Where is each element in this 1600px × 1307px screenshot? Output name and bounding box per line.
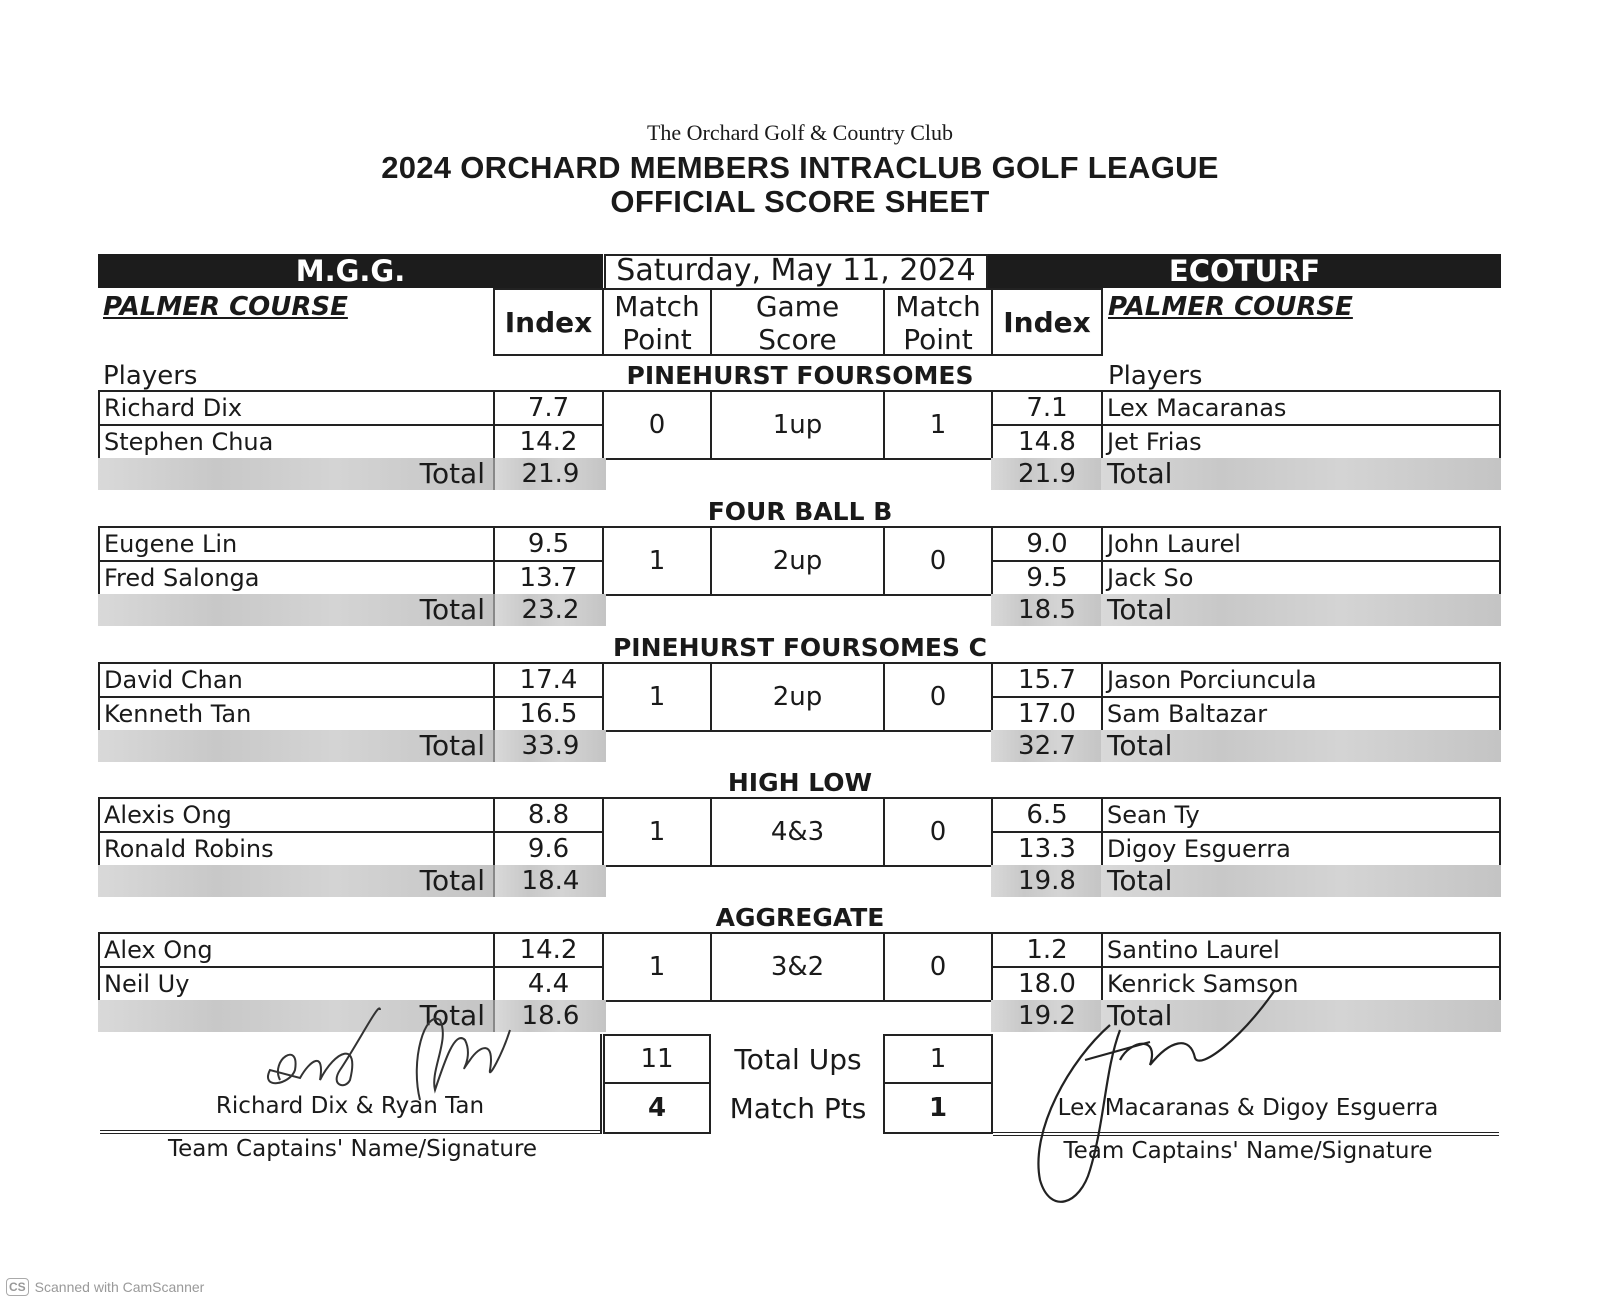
player-index-left: 13.7 [493,560,604,596]
match-point-right: 0 [883,932,993,1002]
total-index-left: 21.9 [493,458,606,490]
match-title: HIGH LOW [727,768,873,797]
match-date: Saturday, May 11, 2024 [604,254,988,290]
player-index-right: 9.0 [991,526,1103,562]
total-index-right: 18.5 [991,594,1103,626]
match-point-header-left [602,288,712,356]
player-name-right: Sam Baltazar [1101,696,1501,732]
game-score: 2up [710,526,885,596]
player-index-left: 9.6 [493,831,604,867]
camscanner-watermark [6,1278,204,1296]
match-title: AGGREGATE [715,903,885,932]
match-point-right: 1 [883,390,993,460]
game-score-header-line1: Game [755,290,840,323]
player-index-left: 9.5 [493,526,604,562]
camscanner-text: Scanned with CamScanner [34,1279,205,1295]
match-point-left: 1 [602,526,712,596]
game-score-header-line2: Score [758,323,837,356]
player-index-left: 7.7 [493,390,604,426]
total-label-left: Total [98,458,493,490]
team-right-bar: ECOTURF [988,254,1501,288]
match-point-left: 1 [602,797,712,867]
team-left-bar: M.G.G. [98,254,603,288]
total-ups-label: Total Ups [734,1042,862,1076]
player-name-right: Santino Laurel [1101,932,1501,968]
total-ups-left: 11 [603,1034,711,1084]
total-label-left: Total [98,1000,493,1032]
match-point-header-left-line2: Point [622,323,692,356]
match-point-left: 0 [602,390,712,460]
player-name-right: Kenrick Samson [1101,966,1501,1002]
player-index-right: 6.5 [991,797,1103,833]
player-index-right: 15.7 [991,662,1103,698]
index-header-left: Index [493,288,604,356]
match-pts-right: 1 [883,1082,993,1134]
player-index-right: 13.3 [991,831,1103,867]
player-name-left: Stephen Chua [98,424,495,460]
game-score-header [710,288,885,356]
total-index-right: 19.8 [991,865,1103,897]
signature-right [1010,980,1310,1220]
captain-left-caption: Team Captains' Name/Signature [167,1136,538,1162]
match-point-header-right-line2: Point [903,323,973,356]
total-index-left: 23.2 [493,594,606,626]
match-title: PINEHURST FOURSOMES C [612,633,987,662]
player-name-right: Jet Frias [1101,424,1501,460]
total-label-left: Total [98,594,493,626]
match-point-right: 0 [883,797,993,867]
course-left: PALMER COURSE [103,292,348,322]
player-name-right: Sean Ty [1101,797,1501,833]
player-name-right: Jason Porciuncula [1101,662,1501,698]
player-index-right: 14.8 [991,424,1103,460]
match-point-left: 1 [602,662,712,732]
match-pts-label: Match Pts [729,1091,867,1125]
player-name-left: Ronald Robins [98,831,495,867]
total-index-left: 33.9 [493,730,606,762]
game-score: 4&3 [710,797,885,867]
player-name-left: Alex Ong [98,932,495,968]
players-label-right: Players [1108,361,1203,391]
player-index-right: 9.5 [991,560,1103,596]
player-name-right: Digoy Esguerra [1101,831,1501,867]
player-index-left: 14.2 [493,932,604,968]
player-name-right: John Laurel [1101,526,1501,562]
player-index-left: 14.2 [493,424,604,460]
league-title: 2024 ORCHARD MEMBERS INTRACLUB GOLF LEAGUE [381,150,1219,185]
match-point-right: 0 [883,662,993,732]
player-name-right: Lex Macaranas [1101,390,1501,426]
total-index-right: 19.2 [991,1000,1103,1032]
player-index-left: 17.4 [493,662,604,698]
total-label-right: Total [1101,458,1501,490]
player-index-right: 17.0 [991,696,1103,732]
match-title: FOUR BALL B [707,497,893,526]
match-pts-left: 4 [603,1082,711,1134]
game-score: 3&2 [710,932,885,1002]
player-name-left: Richard Dix [98,390,495,426]
match-point-right: 0 [883,526,993,596]
total-label-right: Total [1101,594,1501,626]
match-point-header-right [883,288,993,356]
total-label-right: Total [1101,865,1501,897]
players-label-left: Players [103,361,198,391]
player-name-left: Kenneth Tan [98,696,495,732]
club-name: The Orchard Golf & Country Club [646,120,954,145]
total-label-right: Total [1101,730,1501,762]
player-name-left: Neil Uy [98,966,495,1002]
total-ups-right: 1 [883,1034,993,1084]
total-label-left: Total [98,865,493,897]
course-right: PALMER COURSE [1108,292,1353,322]
camscanner-logo-icon: CS [6,1278,29,1296]
index-header-right: Index [991,288,1103,356]
sheet-title: OFFICIAL SCORE SHEET [610,184,990,219]
player-index-left: 8.8 [493,797,604,833]
total-index-right: 21.9 [991,458,1103,490]
captain-right-names: Lex Macaranas & Digoy Esguerra [1057,1095,1439,1121]
captain-left-names: Richard Dix & Ryan Tan [215,1093,485,1119]
player-name-left: David Chan [98,662,495,698]
signature-left [240,1000,540,1110]
captain-right-caption: Team Captains' Name/Signature [1063,1138,1433,1164]
total-index-right: 32.7 [991,730,1103,762]
match-point-header-right-line1: Match [895,290,981,323]
player-index-left: 4.4 [493,966,604,1002]
total-index-left: 18.4 [493,865,606,897]
player-name-left: Eugene Lin [98,526,495,562]
player-name-left: Fred Salonga [98,560,495,596]
total-index-left: 18.6 [493,1000,606,1032]
captain-left-line [100,1130,602,1134]
player-index-left: 16.5 [493,696,604,732]
match-point-header-left-line1: Match [614,290,700,323]
total-label-right: Total [1101,1000,1501,1032]
player-index-right: 1.2 [991,932,1103,968]
game-score: 2up [710,662,885,732]
match-point-left: 1 [602,932,712,1002]
player-index-right: 18.0 [991,966,1103,1002]
player-name-right: Jack So [1101,560,1501,596]
game-score: 1up [710,390,885,460]
total-label-left: Total [98,730,493,762]
player-index-right: 7.1 [991,390,1103,426]
player-name-left: Alexis Ong [98,797,495,833]
match-title: PINEHURST FOURSOMES [626,361,974,390]
